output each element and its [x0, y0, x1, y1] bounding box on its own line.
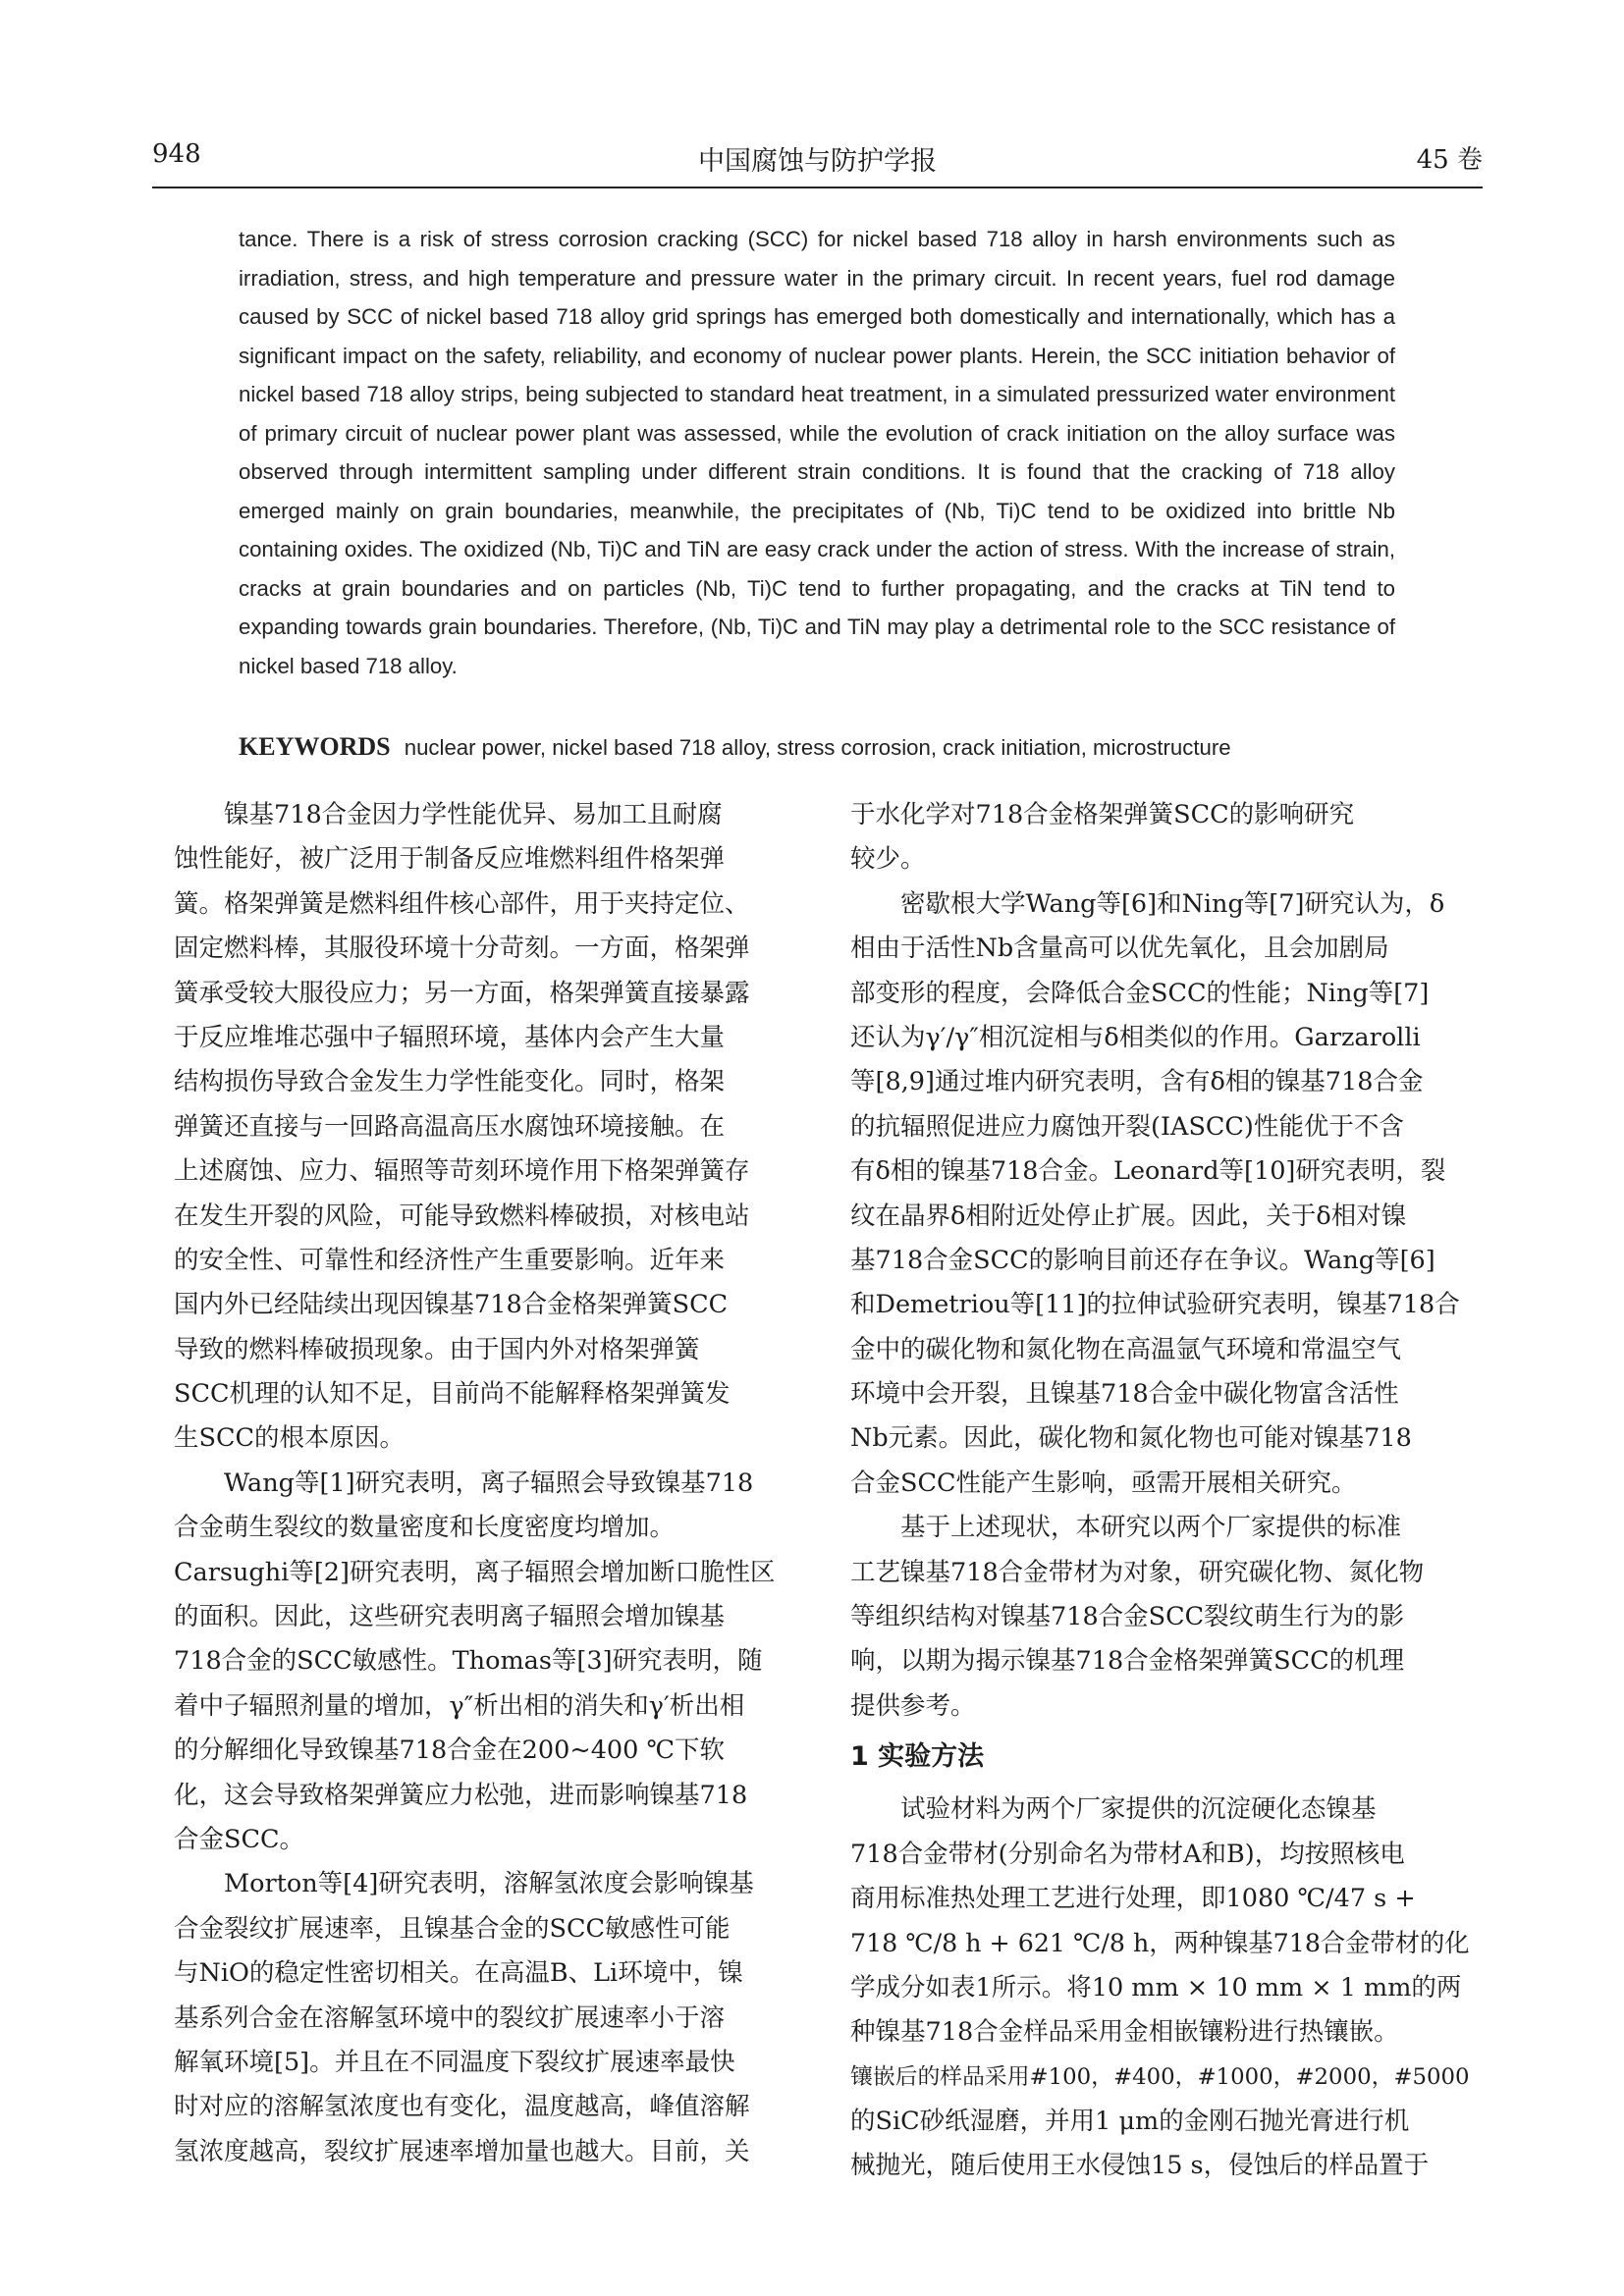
- text-line: 解氧环境[5]。并且在不同温度下裂纹扩展速率最快: [174, 2047, 735, 2077]
- text-line: 于水化学对718合金格架弹簧SCC的影响研究: [850, 800, 1355, 829]
- text-line: 的抗辐照促进应力腐蚀开裂(IASCC)性能优于不含: [850, 1111, 1404, 1142]
- page-number: 948: [152, 139, 201, 169]
- text-line: 簧承受较大服役应力；另一方面，格架弹簧直接暴露: [174, 978, 750, 1008]
- text-line: 生SCC的根本原因。: [174, 1423, 405, 1454]
- text-line: 与NiO的稳定性密切相关。在高温B、Li环境中，镍: [174, 1958, 743, 1989]
- journal-title: 中国腐蚀与防护学报: [698, 146, 937, 177]
- text-line: 工艺镍基718合金带材为对象，研究碳化物、氮化物: [850, 1557, 1425, 1587]
- text-line: 国内外已经陆续出现因镍基718合金格架弹簧SCC: [174, 1290, 729, 1320]
- text-line: 的SiC砂纸湿磨，并用1 μm的金刚石抛光膏进行机: [850, 2106, 1410, 2136]
- text-line: 部变形的程度，会降低合金SCC的性能；Ning等[7]: [850, 978, 1430, 1008]
- keywords-line: [239, 727, 1417, 768]
- text-line: Wang等[1]研究表明，离子辐照会导致镍基718: [224, 1468, 754, 1498]
- text-line: 着中子辐照剂量的增加，γ″析出相的消失和γ′析出相: [174, 1690, 745, 1721]
- text-line: 718合金带材(分别命名为带材A和B)，均按照核电: [850, 1839, 1405, 1869]
- text-line: 环境中会开裂，且镍基718合金中碳化物富含活性: [850, 1379, 1399, 1410]
- header-rule: [152, 187, 1483, 188]
- text-line: 金中的碳化物和氮化物在高温氩气环境和常温空气: [850, 1334, 1402, 1364]
- text-line: 的分解细化导致镍基718合金在200~400 ℃下软: [174, 1735, 726, 1766]
- text-line: 基718合金SCC的影响目前还存在争议。Wang等[6]: [850, 1245, 1435, 1275]
- text-line: 蚀性能好，被广泛用于制备反应堆燃料组件格架弹: [174, 844, 726, 875]
- text-line: 学成分如表1所示。将10 mm × 10 mm × 1 mm的两: [850, 1972, 1462, 2002]
- text-line: SCC机理的认知不足，目前尚不能解释格架弹簧发: [174, 1379, 731, 1410]
- text-line: 固定燃料棒，其服役环境十分苛刻。一方面，格架弹: [174, 934, 750, 964]
- text-line: 基于上述现状，本研究以两个厂家提供的标准: [900, 1513, 1402, 1543]
- text-line: 在发生开裂的风险，可能导致燃料棒破损，对核电站: [174, 1201, 750, 1231]
- text-line: Morton等[4]研究表明，溶解氢浓度会影响镍基: [224, 1869, 754, 1899]
- text-line: 的面积。因此，这些研究表明离子辐照会增加镍基: [174, 1602, 726, 1632]
- volume-label: 45 卷: [1416, 145, 1483, 175]
- right-column: [850, 793, 1470, 2189]
- text-line: 试验材料为两个厂家提供的沉淀硬化态镍基: [900, 1794, 1377, 1825]
- text-line: 较少。: [850, 844, 926, 875]
- text-line: 弹簧还直接与一回路高温高压水腐蚀环境接触。在: [174, 1111, 726, 1142]
- left-column: [174, 793, 793, 2174]
- keywords-list: nuclear power, nickel based 718 alloy, stress corrosion, crack initiation, microstructure: [404, 735, 1231, 760]
- text-line: 纹在晶界δ相附近处停止扩展。因此，关于δ相对镍: [850, 1201, 1407, 1231]
- text-line: 械抛光，随后使用王水侵蚀15 s，侵蚀后的样品置于: [850, 2151, 1430, 2181]
- text-line: 提供参考。: [850, 1690, 976, 1721]
- section-heading: 1 实验方法: [850, 1741, 985, 1773]
- text-line: 的安全性、可靠性和经济性产生重要影响。近年来: [174, 1245, 726, 1275]
- text-line: 合金SCC性能产生影响，亟需开展相关研究。: [850, 1468, 1357, 1498]
- text-line: 结构损伤导致合金发生力学性能变化。同时，格架: [174, 1067, 726, 1097]
- keywords-label: KEYWORDS: [239, 732, 391, 761]
- text-line: 合金裂纹扩展速率，且镍基合金的SCC敏感性可能: [174, 1913, 731, 1944]
- text-line: 718 ℃/8 h + 621 ℃/8 h，两种镍基718合金带材的化: [850, 1929, 1470, 1958]
- text-line: 响，以期为揭示镍基718合金格架弹簧SCC的机理: [850, 1646, 1405, 1677]
- text-line: 还认为γ′/γ″相沉淀相与δ相类似的作用。Garzarolli: [850, 1022, 1421, 1052]
- text-line: 和Demetriou等[11]的拉伸试验研究表明，镍基718合: [850, 1290, 1460, 1320]
- text-line: 时对应的溶解氢浓度也有变化，温度越高，峰值溶解: [174, 2092, 750, 2122]
- text-line: 相由于活性Nb含量高可以优先氧化，且会加剧局: [850, 934, 1389, 964]
- text-line: 合金萌生裂纹的数量密度和长度密度均增加。: [174, 1513, 676, 1543]
- text-line: 簧。格架弹簧是燃料组件核心部件，用于夹持定位、: [174, 888, 750, 919]
- text-line: 718合金的SCC敏感性。Thomas等[3]研究表明，随: [174, 1646, 763, 1677]
- text-line: 种镍基718合金样品采用金相嵌镶粉进行热镶嵌。: [850, 2017, 1399, 2048]
- text-line: 密歇根大学Wang等[6]和Ning等[7]研究认为，δ: [900, 888, 1445, 919]
- text-line: 有δ相的镍基718合金。Leonard等[10]研究表明，裂: [850, 1156, 1446, 1187]
- text-line: 合金SCC。: [174, 1824, 304, 1854]
- text-line: 上述腐蚀、应力、辐照等苛刻环境作用下格架弹簧存: [174, 1156, 750, 1187]
- abstract-text: tance. There is a risk of stress corrosion cracking (SCC) for nickel based 718 alloy in harsh environments such as irradiation, stress, and high temperature and pressure water in the primary circuit. In recent years, fuel rod damage caused by SCC of nickel based 718 alloy grid springs has emerged both domestically and internationally, which has a significant impact on the safety, reliability, and economy of nuclear power plants. Herein, the SCC initiation behavior of nickel based 718 alloy strips, being subjected to standard heat treatment, in a simulated pressurized water environment of primary circuit of nuclear power plant was assessed, while the evolution of crack initiation on the alloy surface was observed through intermittent sampling under different strain conditions. It is found that the cracking of 718 alloy emerged mainly on grain boundaries, meanwhile, the precipitates of (Nb, Ti)C tend to be oxidized into brittle Nb containing oxides. The oxidized (Nb, Ti)C and TiN are easy crack under the action of stress. With the increase of strain, cracks at grain boundaries and on particles (Nb, Ti)C tend to further propagating, and the cracks at TiN tend to expanding towards grain boundaries. Therefore, (Nb, Ti)C and TiN may play a detrimental role to the SCC resistance of nickel based 718 alloy.: [239, 227, 1395, 678]
- text-line: 化，这会导致格架弹簧应力松弛，进而影响镍基718: [174, 1780, 748, 1810]
- text-line: 商用标准热处理工艺进行处理，即1080 ℃/47 s +: [850, 1883, 1416, 1913]
- text-line: Nb元素。因此，碳化物和氮化物也可能对镍基718: [850, 1423, 1412, 1454]
- text-line: 于反应堆堆芯强中子辐照环境，基体内会产生大量: [174, 1022, 726, 1052]
- text-line: 等组织结构对镍基718合金SCC裂纹萌生行为的影: [850, 1602, 1405, 1632]
- text-line: 基系列合金在溶解氢环境中的裂纹扩展速率小于溶: [174, 2002, 726, 2033]
- text-line: 氢浓度越高，裂纹扩展速率增加量也越大。目前，关: [174, 2136, 750, 2166]
- running-header: [152, 139, 1483, 183]
- text-line: Carsughi等[2]研究表明，离子辐照会增加断口脆性区: [174, 1557, 776, 1587]
- text-line: 等[8,9]通过堆内研究表明，含有δ相的镍基718合金: [850, 1067, 1424, 1097]
- text-line: 镍基718合金因力学性能优异、易加工且耐腐: [224, 800, 723, 829]
- text-line: 导致的燃料棒破损现象。由于国内外对格架弹簧: [174, 1334, 700, 1364]
- text-line: 镶嵌后的样品采用#100，#400，#1000，#2000，#5000: [850, 2063, 1470, 2090]
